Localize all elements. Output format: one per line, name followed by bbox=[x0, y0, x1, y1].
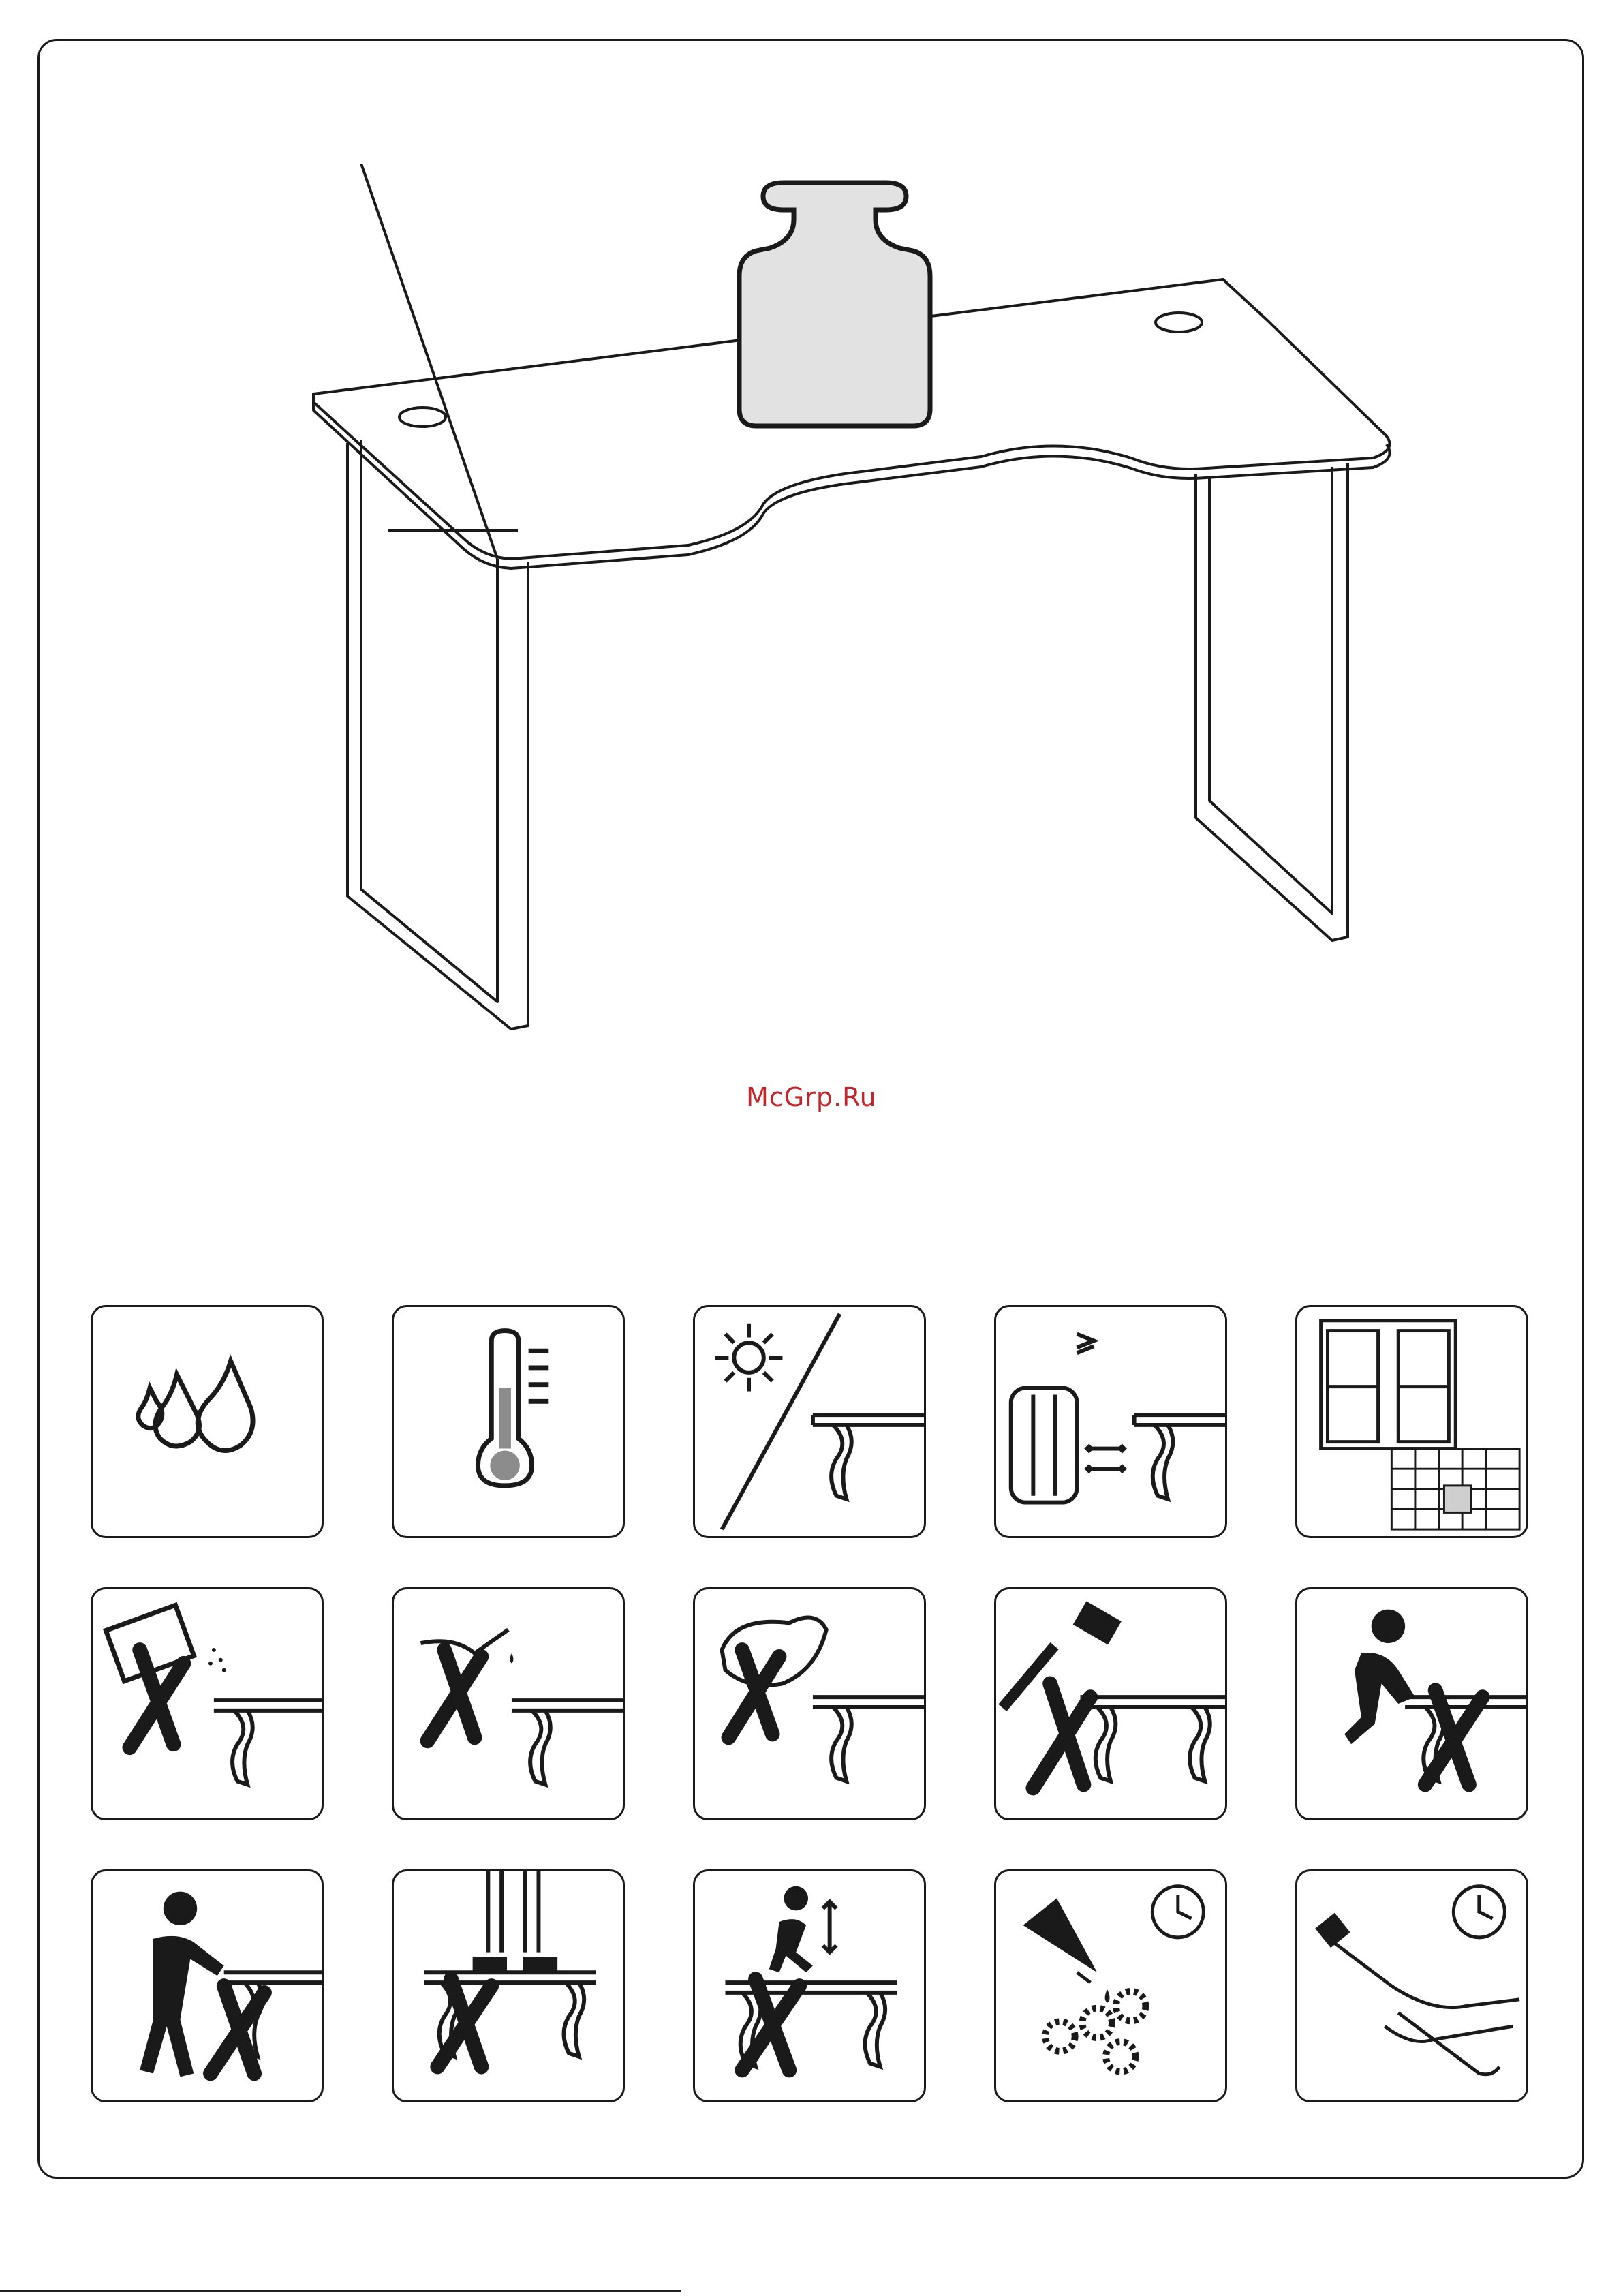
care-icons-grid bbox=[91, 1305, 1532, 2102]
no-sunlight-icon bbox=[693, 1305, 926, 1538]
keep-away-from-heater-icon bbox=[994, 1305, 1227, 1538]
leg-right bbox=[1196, 463, 1348, 940]
no-solvent-icon bbox=[392, 1587, 625, 1820]
watermark: McGrp.Ru bbox=[746, 1082, 877, 1112]
footer-line bbox=[0, 2290, 681, 2292]
ventilation-window-icon bbox=[1295, 1305, 1528, 1538]
no-sitting-icon bbox=[1295, 1587, 1528, 1820]
periodic-lubrication-icon bbox=[994, 1869, 1227, 2102]
no-jumping-icon bbox=[693, 1869, 926, 2102]
desk-drawing bbox=[293, 164, 1410, 1063]
no-rough-sponge-icon bbox=[693, 1587, 926, 1820]
no-hammer-impact-icon bbox=[994, 1587, 1227, 1820]
desk-illustration bbox=[293, 164, 1410, 1063]
water-drops-icon bbox=[91, 1305, 324, 1538]
thermometer-icon bbox=[392, 1305, 625, 1538]
periodic-tightening-icon bbox=[1295, 1869, 1528, 2102]
no-leaning-icon bbox=[91, 1869, 324, 2102]
weight-icon bbox=[739, 183, 930, 426]
no-standing-icon bbox=[392, 1869, 625, 2102]
no-abrasive-cleaner-icon bbox=[91, 1587, 324, 1820]
